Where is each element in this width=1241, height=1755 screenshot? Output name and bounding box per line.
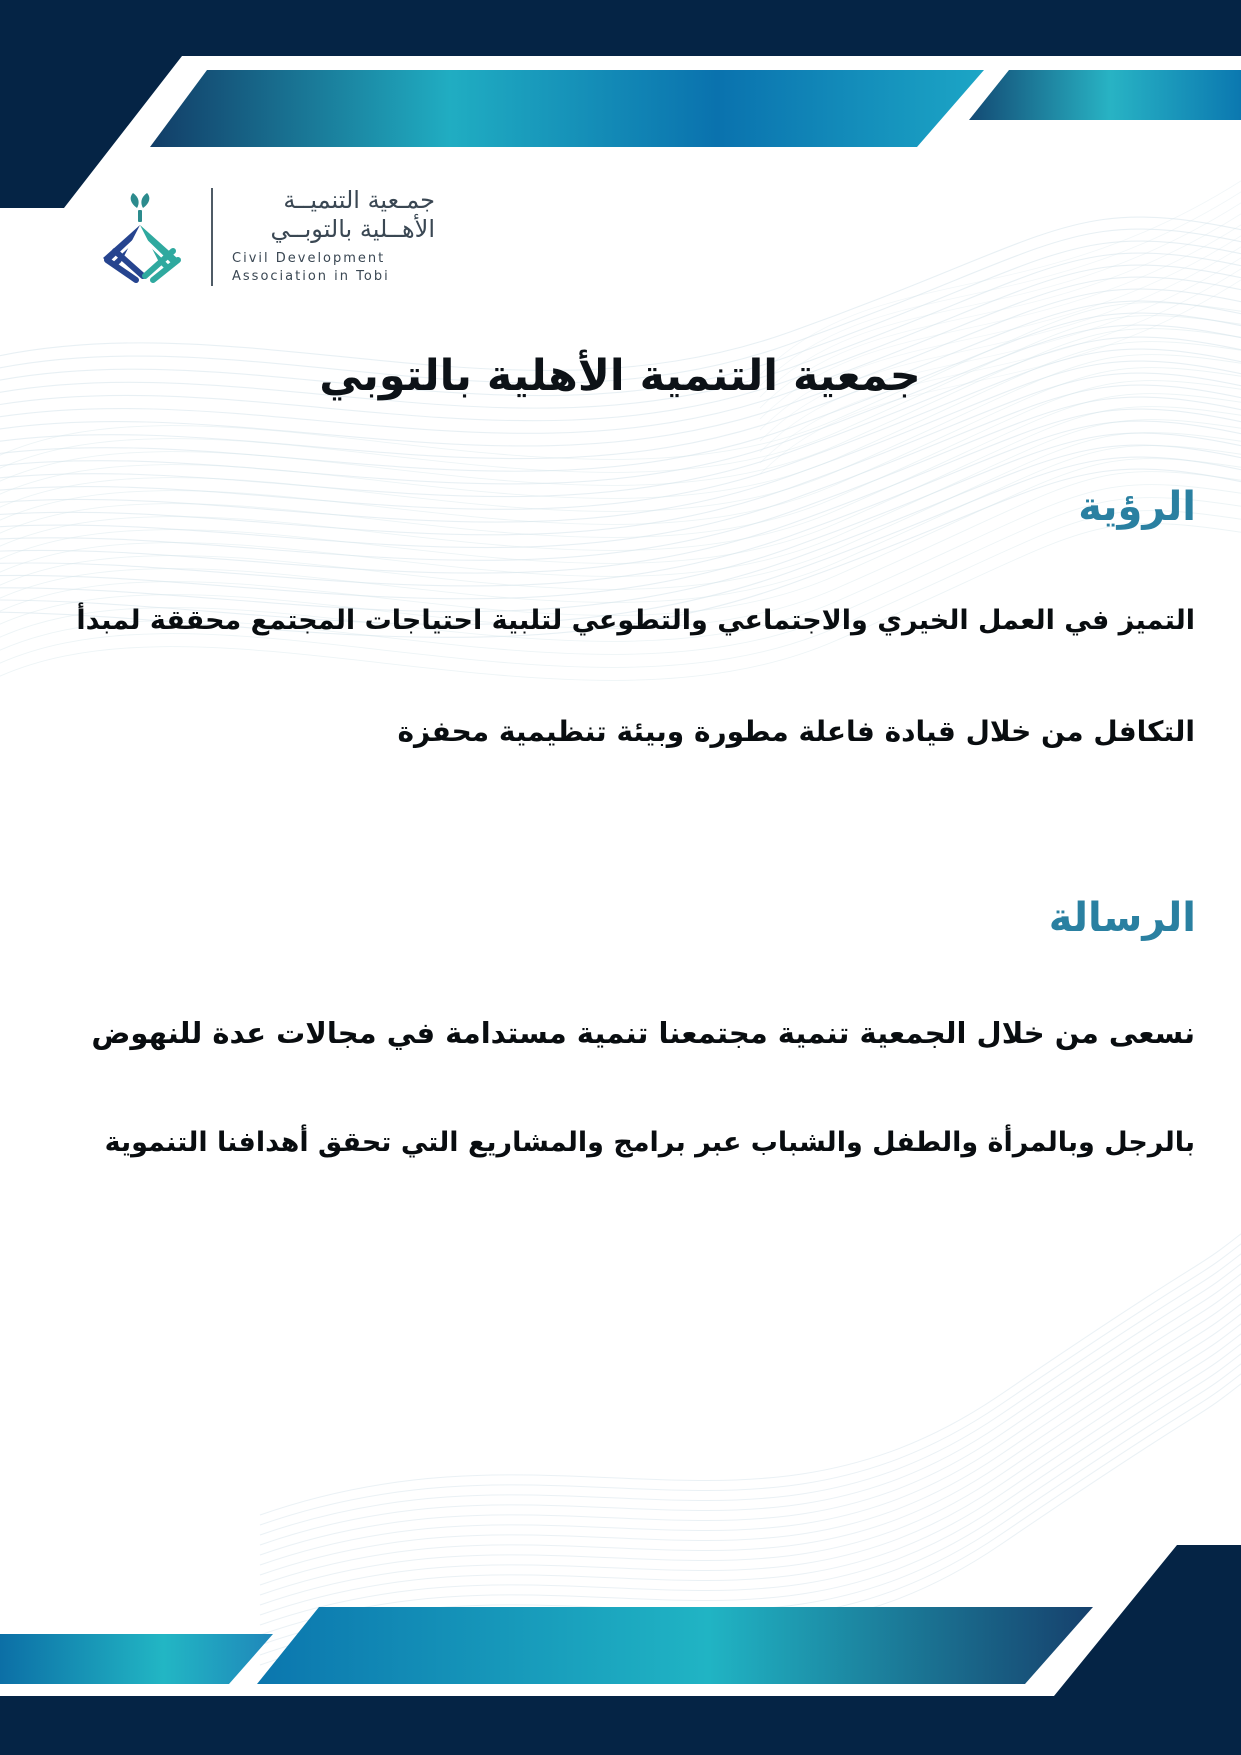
mission-heading: الرسالة [1048,895,1196,941]
wave-line [260,1345,1241,1645]
bottom-banner-small [0,1634,273,1684]
plant-and-stripes-logo-icon [95,188,187,288]
logo-arabic-line-1: جمـعية التنميــة [283,186,435,214]
wave-line [260,1245,1241,1545]
logo-english-name [232,250,390,286]
wave-line [260,1275,1241,1575]
top-banner-small [969,70,1241,120]
mission-text-line-1: نسعى من خلال الجمعية تنمية مجتمعنا تنمية مستدامة في مجالات عدة للنهوض [91,1016,1195,1050]
wave-line [260,1255,1241,1555]
wave-line [260,1285,1241,1585]
wave-line [260,1235,1241,1535]
logo-english-line-2: Association in Tobi [232,269,390,284]
wave-line [260,1335,1241,1635]
bottom-banner-main [257,1607,1093,1684]
wave-line [260,1305,1241,1605]
mission-text-line-2: بالرجل وبالمرأة والطفل والشباب عبر برامج والمشاريع التي تحقق أهدافنا التنموية [104,1127,1195,1158]
wave-line [260,1265,1241,1565]
wave-line [260,1295,1241,1595]
logo-english-line-1: Civil Development [232,251,386,266]
vision-text-line-2: التكافل من خلال قيادة فاعلة مطورة وبيئة تنظيمية محفزة [397,715,1195,748]
logo-arabic-name [225,186,435,244]
document-title: جمعية التنمية الأهلية بالتوبي [319,351,921,401]
wave-line [260,1225,1241,1525]
vision-heading: الرؤية [1078,484,1196,530]
logo-divider [211,188,213,286]
wave-line [0,511,1241,673]
wave-line [260,1215,1241,1515]
top-banner-main [150,70,984,147]
wave-line [260,1315,1241,1615]
vision-text-line-1: التميز في العمل الخيري والاجتماعي والتطوعي لتلبية احتياجات المجتمع محققة لمبدأ [76,605,1195,636]
logo-arabic-line-2: الأهــلية بالتوبــي [270,215,435,243]
wave-line [760,165,1241,375]
organization-logo [95,188,435,290]
wave-line [260,1325,1241,1625]
